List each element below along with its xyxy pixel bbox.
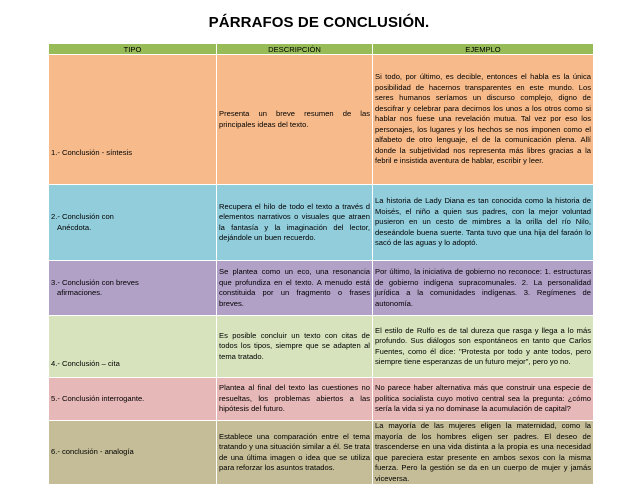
descripcion-cell: Recupera el hilo de todo el texto a través d elementos narrativos o visuales que atraen la fantasía y la imaginación del lector, dejándole un buen recuerdo.	[217, 185, 373, 261]
header-ejemplo: EJEMPLO	[373, 44, 594, 55]
descripcion-cell: Es posible concluir un texto con citas de todos los tipos, siempre que se adapten al tema tratado.	[217, 316, 373, 378]
tipo-cell	[49, 55, 217, 185]
descripcion-cell: Se plantea como un eco, una resonancia que profundiza en el texto. A menudo está constituida por un fragmento o frases breves.	[217, 261, 373, 316]
table-row	[49, 316, 594, 378]
header-descripcion: DESCRIPCIÓN	[217, 44, 373, 55]
ejemplo-cell: El estilo de Rulfo es de tal dureza que rasga y llega a lo más profundo. Sus diálogos son espontáneos en tanto que Carlos Fuentes, como él dice: "Protesta por todo y ante todos, pero siempre tiene esperanzas de un futuro mejor", pero yo no.	[373, 316, 594, 378]
table-header-row	[49, 44, 594, 55]
table-row	[49, 185, 594, 261]
ejemplo-cell: No parece haber alternativa más que construir una especie de política socialista cuyo motivo central sea la pregunta: ¿cómo sería la vida si ya no dominase la acumulación de capital?	[373, 378, 594, 421]
tipo-cell	[49, 316, 217, 378]
tipo-cell	[49, 261, 217, 316]
tipo-label: 4.- Conclusión – cita	[51, 358, 120, 368]
conclusion-table	[48, 43, 594, 485]
tipo-label-cont: Anécdota.	[57, 222, 92, 232]
tipo-label: 3.- Conclusión con breves	[51, 277, 139, 287]
tipo-label: 6.- conclusión - analogía	[51, 447, 134, 457]
descripcion-cell: Plantea al final del texto las cuestiones no resueltas, los problemas abiertos a las hipótesis del futuro.	[217, 378, 373, 421]
tipo-label: 1.- Conclusión - síntesis	[51, 147, 133, 157]
tipo-label: 2.- Conclusión con	[51, 212, 114, 221]
ejemplo-cell: Por último, la iniciativa de gobierno no reconoce: 1. estructuras de gobierno indígena supracomunales. 2. La personalidad jurídica a la comunidades indígenas. 3. Regímenes de autonomía.	[373, 261, 594, 316]
tipo-cell	[49, 421, 217, 485]
table-row	[49, 378, 594, 421]
descripcion-cell: Presenta un breve resumen de las principales ideas del texto.	[217, 55, 373, 185]
tipo-cell	[49, 378, 217, 421]
header-tipo: TIPO	[49, 44, 217, 55]
ejemplo-cell: Si todo, por último, es decible, entonces el habla es la única posibilidad de hacernos transparentes en este mundo. Los seres humanos seríamos un discurso complejo, digno de descifrar y celebrar para decirnos los unos a los otros como si hablar nos fuese una revelación mutua. Tal vez por eso los personajes, los lugares y los hechos se nos imponen como el alfabeto de otro lenguaje, el de la comunicación plena. Allí donde la subjetividad nos representa más libres gracias a la febril e insistida aventura de hablar, escribir y leer.	[373, 55, 594, 185]
page-title: PÁRRAFOS DE CONCLUSIÓN.	[208, 14, 430, 31]
table-row	[49, 55, 594, 185]
descripcion-cell: Establece una comparación entre el tema tratando y una situación similar a él. Se trata de una última imagen o idea que se utiliza para reforzar los asuntos tratados.	[217, 421, 373, 485]
table-row	[49, 261, 594, 316]
tipo-label-cont: afirmaciones.	[57, 288, 103, 297]
tipo-cell	[49, 185, 217, 261]
ejemplo-cell: La mayoría de las mujeres eligen la maternidad, como la mayoría de los hombres eligen ser padres. El deseo de trascenderse en una vida distinta a la propia es una necesidad que pareciera estar presente en ambos sexos con la misma fuerza. Pero la gestión se da en un cuerpo de mujer y jamás viceversa.	[373, 421, 594, 485]
tipo-label: 5.- Conclusión interrogante.	[51, 393, 145, 403]
table-row	[49, 421, 594, 485]
ejemplo-cell: La historia de Lady Diana es tan conocida como la historia de Moisés, el niño a quien sus padres, con la mejor voluntad pusieron en un cesto de mimbres a la orilla del río Nilo, deseándole buena suerte. Tanta tuvo que una hija del faraón lo sacó de las aguas y lo adoptó.	[373, 185, 594, 261]
